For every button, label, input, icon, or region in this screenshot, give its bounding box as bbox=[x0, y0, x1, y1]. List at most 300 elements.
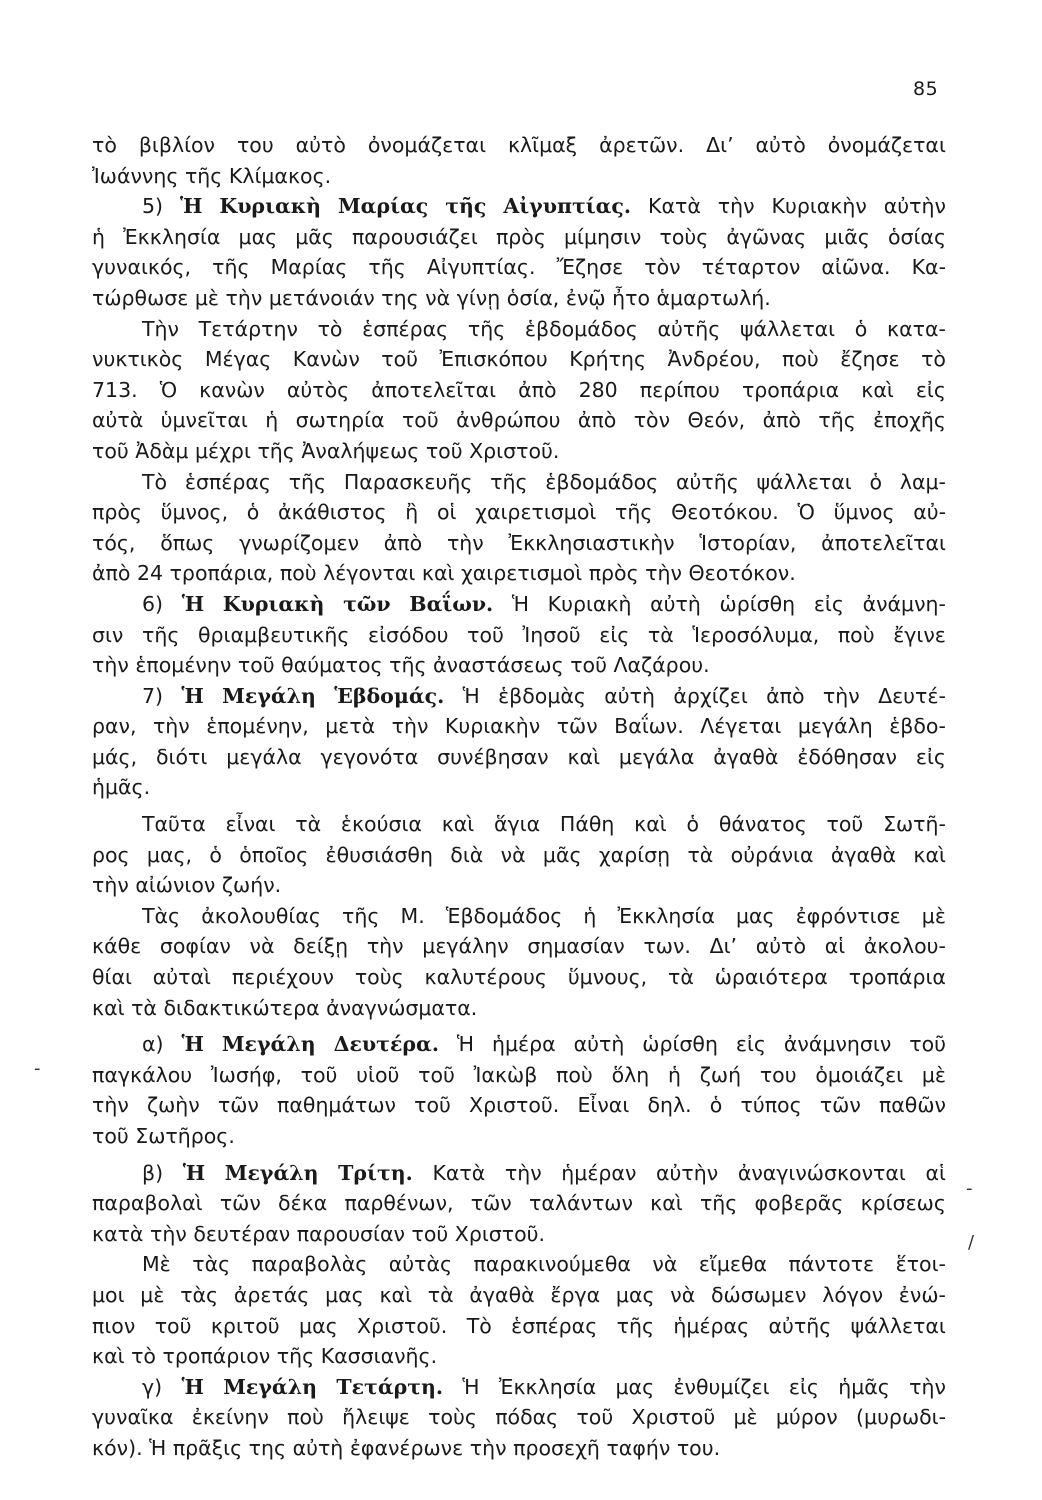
word: νὰ bbox=[500, 842, 526, 867]
text-line bbox=[92, 436, 946, 467]
word: ἀποτελεῖται bbox=[371, 377, 497, 402]
heading-word: Μεγάλη bbox=[221, 1032, 316, 1057]
word: ὁποῖος bbox=[239, 842, 309, 867]
word: ὅπως bbox=[160, 530, 215, 555]
word: τύπος bbox=[740, 1093, 802, 1118]
word: εἴμεθα bbox=[698, 1252, 768, 1277]
word: τὰ bbox=[427, 1282, 454, 1307]
word: μὲ bbox=[733, 1405, 758, 1430]
text-line bbox=[92, 375, 946, 406]
word: μας bbox=[325, 1282, 364, 1307]
word: Μέγας bbox=[204, 347, 272, 372]
word: ἡμέρας bbox=[673, 1313, 750, 1338]
word: μετὰ bbox=[325, 714, 376, 739]
word: μεγάλα bbox=[226, 744, 302, 769]
word: ὁ bbox=[869, 469, 883, 494]
word: ἀναγινώσκονται bbox=[737, 1160, 906, 1185]
word: ἑβδομὰς bbox=[498, 683, 586, 708]
word: εἰς bbox=[813, 591, 844, 616]
word: Ἐκκλησιαστικὴν bbox=[508, 530, 675, 555]
word: γ) bbox=[142, 1374, 163, 1399]
word: λόγον bbox=[822, 1282, 884, 1307]
word: Χριστοῦ. bbox=[454, 1221, 546, 1246]
word: τὴν bbox=[822, 683, 860, 708]
word: παρακινούμεθα bbox=[473, 1252, 631, 1277]
word: ἀνάμνησιν bbox=[783, 1032, 892, 1057]
word: τὸ bbox=[317, 316, 343, 341]
word: καὶ bbox=[421, 561, 455, 586]
word: Κυριακὴν bbox=[444, 714, 541, 739]
word: ἔζησε bbox=[840, 347, 900, 372]
word: δείξῃ bbox=[293, 934, 349, 959]
word: Ἐκκλησία bbox=[617, 903, 715, 928]
word: Μὲ bbox=[142, 1252, 171, 1277]
word: τῶν bbox=[217, 1093, 259, 1118]
word: ἡμᾶς. bbox=[92, 775, 151, 800]
word: Ἔζησε bbox=[556, 255, 624, 280]
word: τοῦ bbox=[92, 438, 129, 463]
word: τοῦ bbox=[92, 1124, 129, 1148]
word: τὸ bbox=[921, 347, 946, 372]
text-line bbox=[92, 1219, 946, 1250]
heading-word: Κυριακὴ bbox=[222, 591, 325, 616]
word: παραβολαὶ bbox=[92, 1191, 203, 1216]
word: καὶ bbox=[634, 812, 667, 837]
word: προσεχῆ bbox=[513, 1435, 600, 1460]
text-line bbox=[92, 962, 946, 993]
word: τὸ bbox=[131, 1344, 156, 1369]
word: τὴν bbox=[92, 873, 129, 898]
word: τὸ bbox=[92, 133, 117, 157]
margin-mark-right: - bbox=[966, 1178, 973, 1199]
word: ἐφρόντισε bbox=[795, 903, 901, 928]
word: τὰ bbox=[647, 622, 674, 647]
word: κατὰ bbox=[92, 1221, 144, 1246]
word: (μυρωδι- bbox=[856, 1405, 946, 1430]
text-line bbox=[92, 252, 946, 283]
word: μας bbox=[615, 1374, 655, 1399]
word: ἀρχίζει bbox=[673, 683, 748, 708]
word: ζωήν. bbox=[221, 873, 282, 898]
word: τοῦ bbox=[826, 812, 864, 837]
word: τῆς bbox=[616, 1313, 655, 1338]
word: νὰ bbox=[425, 285, 451, 310]
word: ὀνομάζεται bbox=[827, 133, 946, 157]
heading-word: τῶν bbox=[343, 591, 391, 616]
word: ἀκάθιστος bbox=[278, 500, 387, 525]
word: ὁσίας bbox=[887, 224, 946, 249]
heading-word: Μεγάλη bbox=[223, 1374, 317, 1399]
word: αὐτῆς bbox=[768, 1313, 832, 1338]
word: αἱ bbox=[824, 934, 846, 959]
word: γεγονότα bbox=[320, 744, 419, 769]
word: ἡμέραν bbox=[561, 1160, 637, 1185]
word: εἶναι bbox=[225, 812, 276, 837]
word: καὶ bbox=[441, 812, 475, 837]
word: Τὸ bbox=[142, 469, 168, 494]
word: Κρήτης bbox=[569, 347, 647, 372]
word: Ἡ bbox=[511, 591, 529, 616]
word: ἔργα bbox=[550, 1282, 601, 1307]
word: ἐφανέρωνε bbox=[349, 1435, 464, 1460]
word: τὴν bbox=[469, 1435, 507, 1460]
word: τῆς bbox=[368, 255, 406, 280]
word: μας bbox=[238, 224, 278, 249]
word: ὀνομάζεται bbox=[367, 133, 487, 157]
word: ἀναστάσεως bbox=[433, 653, 564, 678]
text-line bbox=[92, 1311, 946, 1342]
word: ἀγαθὰ bbox=[713, 744, 779, 769]
word: τὴν bbox=[909, 1374, 946, 1399]
word: αὐτὸ bbox=[755, 934, 807, 959]
word: ποὺ bbox=[837, 622, 875, 647]
word: τροπάριον bbox=[162, 1344, 271, 1369]
word: Εἶναι bbox=[577, 1093, 630, 1118]
text-line bbox=[92, 1280, 946, 1311]
word: Κανὼν bbox=[292, 347, 360, 372]
word: ἐποχῆς bbox=[873, 408, 946, 433]
heading-word: τῆς bbox=[445, 194, 487, 219]
heading-word: Μαρίας bbox=[337, 194, 429, 219]
word: ἡμᾶς bbox=[838, 1374, 890, 1399]
word: ἀπὸ bbox=[766, 683, 805, 708]
heading-word: Ἡ bbox=[181, 1374, 204, 1399]
word: μοι bbox=[92, 1282, 125, 1307]
word: ἅγια bbox=[494, 812, 541, 837]
word: γίνῃ bbox=[456, 285, 501, 310]
word: τὰ bbox=[667, 965, 694, 990]
word: καὶ bbox=[92, 995, 125, 1020]
word: τοὺς bbox=[354, 965, 404, 990]
word: αὐτὴ bbox=[650, 591, 701, 616]
text-line bbox=[92, 1372, 946, 1403]
word: συνέβησαν bbox=[437, 744, 549, 769]
text-line bbox=[92, 497, 946, 528]
word: παθημάτων bbox=[277, 1093, 396, 1118]
word: ὕμνος bbox=[833, 500, 895, 525]
word: ποὺ bbox=[556, 1062, 593, 1087]
word: τὴν bbox=[504, 1160, 542, 1185]
text-line bbox=[92, 1158, 946, 1189]
word: ἀπὸ bbox=[577, 408, 617, 433]
word: τέταρτον bbox=[701, 255, 801, 280]
word: ὁ bbox=[209, 842, 222, 867]
word: τῆς bbox=[342, 903, 380, 928]
word: Κατὰ bbox=[432, 1160, 486, 1185]
text-line bbox=[92, 1188, 946, 1219]
word: αὐταὶ bbox=[152, 965, 211, 990]
word: αἰώνιον bbox=[135, 873, 216, 898]
word: ἡμέρα bbox=[492, 1032, 556, 1057]
word: Ἐπισκόπου bbox=[439, 347, 548, 372]
word: Ἱστορίαν, bbox=[699, 530, 797, 555]
word: ταφήν bbox=[606, 1435, 671, 1460]
text-line bbox=[92, 840, 946, 871]
word: οἱ bbox=[436, 500, 457, 525]
word: της bbox=[381, 285, 419, 310]
word: Ὁ bbox=[797, 500, 815, 525]
word: τός, bbox=[92, 530, 136, 555]
word: δώσωμεν bbox=[711, 1282, 807, 1307]
word: μὲ bbox=[194, 285, 219, 310]
word: παγκάλου bbox=[92, 1062, 193, 1087]
word: ρος bbox=[92, 842, 130, 867]
word: Τὸ bbox=[466, 1313, 492, 1338]
word: καλυτέρους bbox=[424, 965, 547, 990]
text-line bbox=[92, 222, 946, 253]
word: Χριστοῦ. bbox=[357, 1313, 448, 1338]
word: Κασσιανῆς. bbox=[320, 1344, 438, 1369]
word: τοὺς bbox=[659, 224, 709, 249]
word: Κυριακὴν bbox=[771, 194, 867, 219]
text-line bbox=[92, 130, 946, 161]
word: ἐνώ- bbox=[898, 1282, 946, 1307]
word: τὴν bbox=[150, 1221, 187, 1246]
text-line bbox=[92, 901, 946, 932]
heading-word: Μεγάλη bbox=[224, 1160, 319, 1185]
word: ὁ bbox=[246, 500, 260, 525]
word: τοῦ bbox=[154, 1313, 192, 1338]
word: αἱ bbox=[925, 1160, 946, 1185]
text-line bbox=[92, 1060, 946, 1091]
word: ὁ bbox=[709, 1093, 723, 1118]
word: πρὸς bbox=[495, 224, 546, 249]
word: ἡ bbox=[583, 903, 597, 928]
word: τοῦ bbox=[576, 1405, 614, 1430]
word: θαύματος bbox=[281, 653, 383, 678]
word: Τὴν bbox=[142, 316, 179, 341]
word: περιέχουν bbox=[231, 965, 334, 990]
word: Θεοτόκου. bbox=[671, 500, 779, 525]
word: παρουσίαν bbox=[296, 1221, 405, 1246]
word: αὐ- bbox=[913, 500, 946, 525]
word: τοῦ bbox=[414, 1093, 451, 1118]
word: τὸν bbox=[633, 408, 671, 433]
word: δέκα bbox=[278, 1191, 328, 1216]
word: ἀνθρώπου bbox=[456, 408, 561, 433]
word: πρὸς bbox=[92, 500, 142, 525]
word: μεγάλη bbox=[797, 714, 873, 739]
word: νὰ bbox=[249, 934, 275, 959]
word: καὶ bbox=[379, 1282, 413, 1307]
text-line bbox=[92, 467, 946, 498]
word: ψάλλεται bbox=[850, 1313, 946, 1338]
margin-mark-right: / bbox=[968, 1232, 975, 1253]
body-text bbox=[92, 130, 946, 1464]
word: αὐτὴ bbox=[604, 683, 655, 708]
word: γνωρίζομεν bbox=[239, 530, 360, 555]
word: ἀκολου- bbox=[863, 934, 946, 959]
word: Παρασκευῆς bbox=[343, 469, 473, 494]
word: του bbox=[759, 1062, 797, 1087]
text-line bbox=[92, 1402, 946, 1433]
word: τὰ bbox=[131, 995, 157, 1020]
word: τὴν bbox=[645, 561, 682, 586]
heading-word: Τετάρτη. bbox=[336, 1374, 444, 1399]
word: αὐτὴν bbox=[656, 1160, 719, 1185]
word: κλῖμαξ bbox=[507, 133, 578, 157]
word: ἐνῷ bbox=[565, 285, 606, 310]
word: αὐτὸ bbox=[755, 133, 806, 157]
word: σωτηρία bbox=[295, 408, 385, 433]
word: χαιρετισμοὶ bbox=[475, 500, 597, 525]
word: ταλάντων bbox=[529, 1191, 633, 1216]
word: εἰς bbox=[788, 1374, 819, 1399]
word: ὑμνεῖται bbox=[160, 408, 248, 433]
word: αὐτὰ bbox=[92, 408, 144, 433]
word: ὅλη bbox=[611, 1062, 650, 1087]
word: τοὺς bbox=[428, 1405, 477, 1430]
word: ἀκολουθίας bbox=[201, 903, 321, 928]
text-line bbox=[92, 589, 946, 620]
word: Κυριακὴ bbox=[547, 591, 632, 616]
word: τοῦ bbox=[300, 1062, 338, 1087]
word: τροπάρια bbox=[741, 377, 840, 402]
word: της bbox=[248, 1435, 287, 1460]
text-line bbox=[92, 1249, 946, 1280]
word: νὰ bbox=[652, 1252, 678, 1277]
word: Χριστοῦ bbox=[631, 1405, 716, 1430]
word: Ἰησοῦ bbox=[522, 622, 581, 647]
word: μάς, bbox=[92, 744, 138, 769]
word: πάντοτε bbox=[788, 1252, 875, 1277]
word: κανὼν bbox=[199, 377, 265, 402]
word: αὐτὸς bbox=[286, 377, 350, 402]
word: ἀπὸ bbox=[383, 530, 423, 555]
word: Σωτῆ- bbox=[883, 812, 946, 837]
word: ἀποτελεῖται bbox=[821, 530, 946, 555]
word: τὰ bbox=[687, 842, 714, 867]
word: ἑβδομάδος bbox=[524, 316, 638, 341]
word: αὐτῆς bbox=[676, 469, 739, 494]
word: ἦτο bbox=[612, 285, 650, 310]
word: ἁμαρτωλή. bbox=[656, 285, 771, 310]
word: τοῦ bbox=[425, 438, 463, 463]
word: Σωτῆρος. bbox=[135, 1124, 235, 1148]
word: τοῦ bbox=[467, 622, 504, 647]
word: ἀναγνώσματα. bbox=[326, 995, 478, 1020]
text-line bbox=[92, 1090, 946, 1121]
word: Τετάρτην bbox=[198, 316, 298, 341]
word: Ὁ bbox=[159, 377, 178, 402]
text-line bbox=[92, 1341, 946, 1372]
text-line bbox=[92, 772, 946, 803]
word: ὡρίσθη bbox=[642, 1032, 718, 1057]
word: Ἀναλήψεως bbox=[301, 438, 420, 463]
word: ἐδόθησαν bbox=[797, 744, 897, 769]
word: αὐτῆς bbox=[657, 316, 721, 341]
word: τὴν bbox=[92, 653, 129, 678]
heading-word: Ἡ bbox=[181, 683, 204, 708]
word: φοβερᾶς bbox=[754, 1191, 844, 1216]
word: Δι’ bbox=[706, 133, 734, 157]
word: ἡ bbox=[265, 408, 279, 433]
text-line bbox=[92, 711, 946, 742]
word: ἡ bbox=[668, 1062, 681, 1087]
word: τῆς bbox=[389, 653, 427, 678]
word: τὴν bbox=[225, 285, 263, 310]
word: ἐθυσιάσθη bbox=[325, 842, 433, 867]
word: κριτοῦ bbox=[210, 1313, 280, 1338]
word: πρὸς bbox=[588, 561, 639, 586]
word: γυναῖκα bbox=[92, 1405, 174, 1430]
text-line bbox=[92, 344, 946, 375]
word: αὐτὸ bbox=[295, 133, 346, 157]
word: τῆς bbox=[467, 316, 506, 341]
word: τῆς bbox=[212, 255, 250, 280]
text-line bbox=[92, 742, 946, 773]
word: τοῦ bbox=[909, 1032, 946, 1057]
word: μὲ bbox=[140, 1282, 165, 1307]
text-line bbox=[92, 809, 946, 840]
word: βιβλίον bbox=[138, 133, 216, 157]
word: ὕμνους, bbox=[567, 965, 648, 990]
word: σιν bbox=[92, 622, 124, 647]
word: Ἰωάννης bbox=[92, 163, 179, 188]
heading-word: Μεγάλη bbox=[222, 683, 316, 708]
text-line bbox=[92, 993, 946, 1024]
word: ποὺ bbox=[782, 347, 819, 372]
heading-word: Τρίτη. bbox=[338, 1160, 413, 1185]
heading-word: Ἡ bbox=[181, 1032, 204, 1057]
word: τὴν bbox=[366, 934, 404, 959]
word: 24 bbox=[136, 561, 164, 586]
word: Ἰακὼβ bbox=[473, 1062, 538, 1087]
word: μετάνοιάν bbox=[268, 285, 375, 310]
text-line bbox=[92, 558, 946, 589]
word: Ἐκκλησία bbox=[123, 224, 221, 249]
word: τῶν bbox=[470, 1191, 512, 1216]
word: μὲ bbox=[921, 1062, 946, 1087]
word: κρίσεως bbox=[860, 1191, 946, 1216]
word: μας, bbox=[146, 842, 193, 867]
word: 713. bbox=[92, 377, 138, 402]
word: πιον bbox=[92, 1313, 136, 1338]
word: τῆς bbox=[699, 1191, 738, 1216]
word: μας bbox=[615, 1282, 655, 1307]
word: εἰς bbox=[735, 1032, 766, 1057]
word: Ἱεροσόλυμα, bbox=[692, 622, 820, 647]
word: παρθένων, bbox=[344, 1191, 454, 1216]
word: διότι bbox=[156, 744, 208, 769]
word: ἑβδομάδος bbox=[545, 469, 659, 494]
word: ἐνθυμίζει bbox=[673, 1374, 770, 1399]
word: τὴν bbox=[92, 1093, 129, 1118]
word: ἀγῶνας bbox=[726, 224, 807, 249]
word: τοῦ bbox=[418, 1062, 455, 1087]
word: μᾶς bbox=[295, 224, 334, 249]
word: ἔγινε bbox=[893, 622, 946, 647]
word: τῆς bbox=[818, 408, 856, 433]
word: θάνατος bbox=[718, 812, 807, 837]
word: Θεόν, bbox=[687, 408, 746, 433]
word: εἰς bbox=[599, 622, 630, 647]
word: τροπάρια, bbox=[169, 561, 274, 586]
word: μεγάλα bbox=[618, 744, 695, 769]
word: μὲ bbox=[921, 903, 946, 928]
word: Ἡ bbox=[462, 1374, 480, 1399]
text-line bbox=[92, 528, 946, 559]
word: 6) bbox=[142, 591, 164, 616]
text-line bbox=[92, 405, 946, 436]
word: ἀρετῶν. bbox=[599, 133, 685, 157]
word: Χριστοῦ. bbox=[469, 438, 560, 463]
word: Βαΐων. bbox=[614, 714, 684, 739]
word: Δι’ bbox=[709, 934, 738, 959]
word: ἑσπέρας bbox=[362, 316, 449, 341]
word: Ἡ bbox=[149, 1435, 167, 1460]
word: σημασίαν bbox=[527, 934, 625, 959]
